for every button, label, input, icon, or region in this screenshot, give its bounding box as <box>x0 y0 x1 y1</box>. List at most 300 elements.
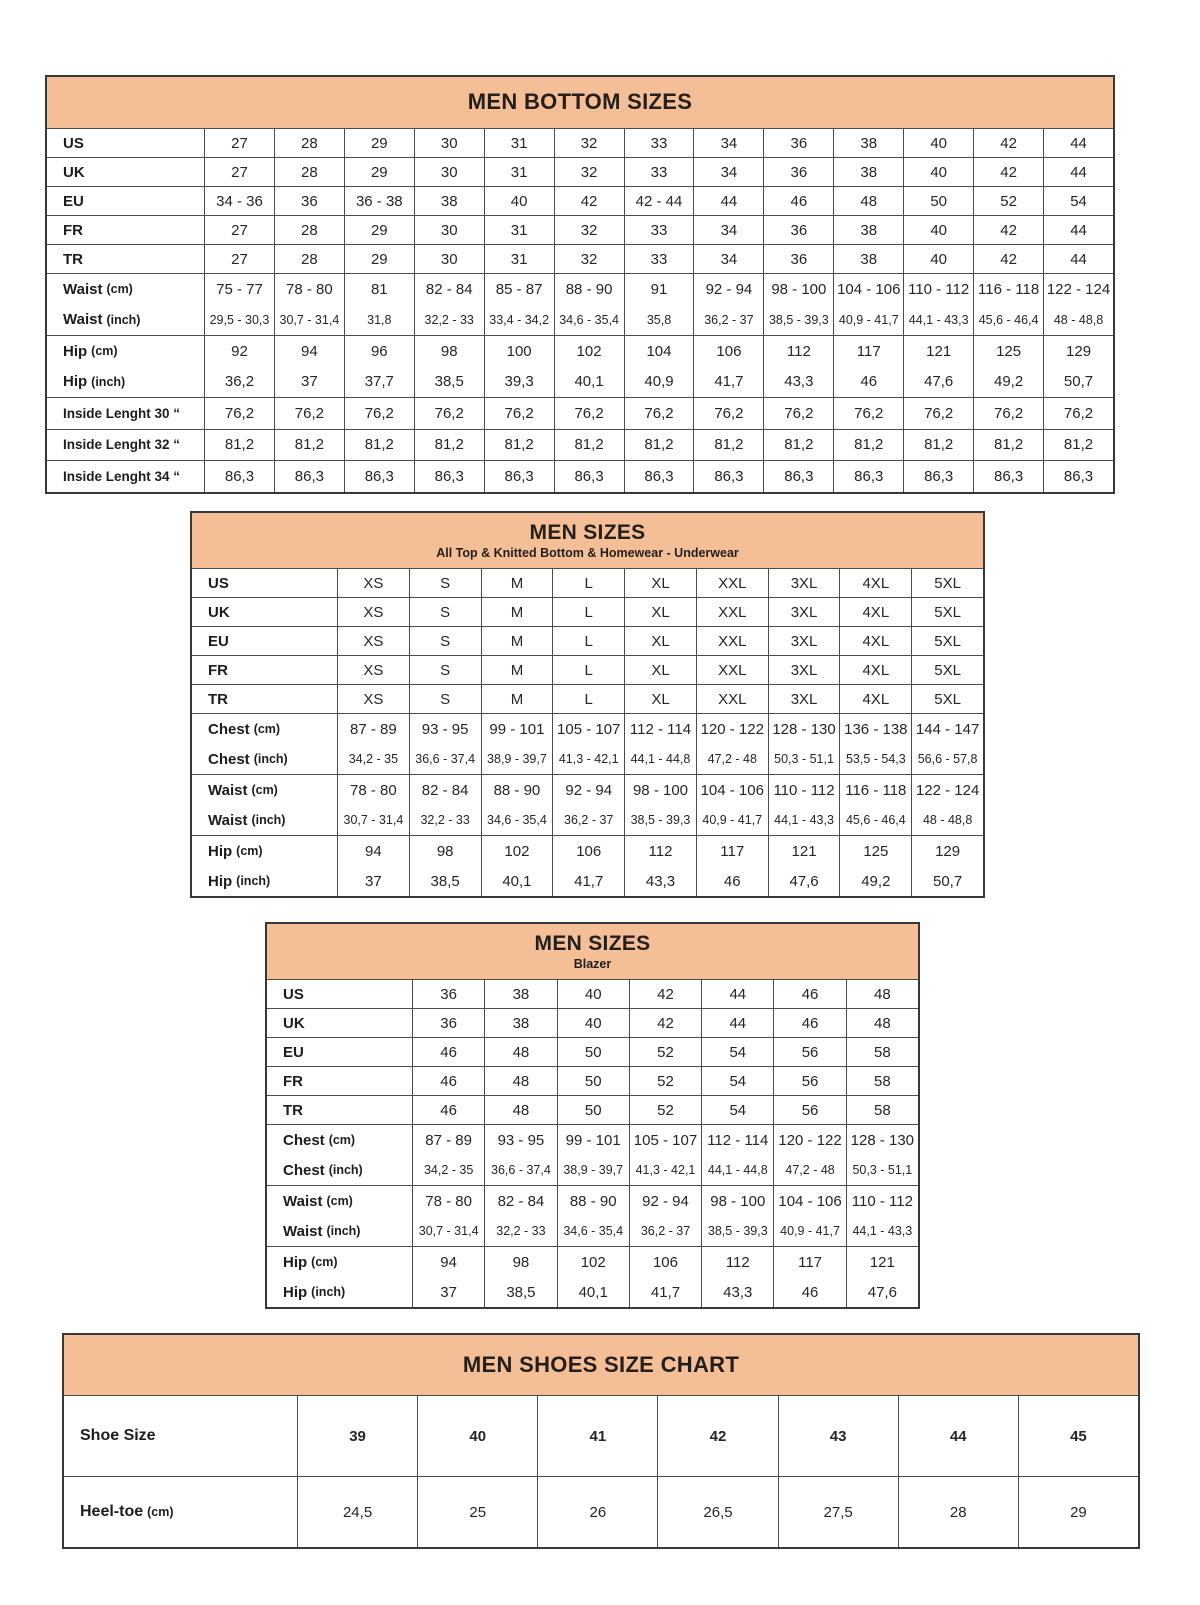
table-cell: 112 - 114 <box>624 714 696 744</box>
table-cell: 28 <box>898 1477 1018 1547</box>
row-label-text: FR <box>63 221 83 239</box>
row-label-text: Chest <box>283 1131 325 1149</box>
table-cell: 56 <box>773 1096 845 1124</box>
row-label <box>47 398 204 429</box>
table-cell: L <box>552 598 624 626</box>
table-cell: 4XL <box>839 685 911 713</box>
table-section <box>192 835 983 896</box>
table-cell: 86,3 <box>554 461 624 492</box>
row-label <box>64 1396 297 1476</box>
table-cell: 48 - 48,8 <box>1043 305 1113 336</box>
table-cell: 86,3 <box>903 461 973 492</box>
table-cell: 49,2 <box>839 866 911 896</box>
table-cell: 76,2 <box>414 398 484 429</box>
table-cell: 44,1 - 44,8 <box>701 1155 773 1185</box>
table-cell: XL <box>624 627 696 655</box>
row-label-unit: (cm) <box>328 1133 356 1147</box>
table-cell: 112 <box>624 836 696 866</box>
table-cell: 27 <box>204 245 274 273</box>
row-label-text: US <box>63 134 84 152</box>
table-cell: 42 <box>973 158 1043 186</box>
table-cell: 39,3 <box>484 367 554 398</box>
table-cell: 116 - 118 <box>973 274 1043 305</box>
table-cell: 76,2 <box>693 398 763 429</box>
table-cell: 40 <box>557 980 629 1008</box>
table-cell: 81,2 <box>414 430 484 461</box>
table-cell: 82 - 84 <box>484 1186 556 1216</box>
table-cell: 38,5 <box>409 866 481 896</box>
table-section <box>192 597 983 626</box>
table-cell: 47,2 - 48 <box>773 1155 845 1185</box>
table-cell: 58 <box>846 1096 918 1124</box>
table-cell: 41,7 <box>552 866 624 896</box>
table-cell: 42 <box>629 1009 701 1037</box>
table-cell: 98 - 100 <box>763 274 833 305</box>
row-label <box>267 1067 412 1095</box>
table-cell: 50,7 <box>1043 367 1113 398</box>
row-label-text: TR <box>63 250 83 268</box>
table-cell: 28 <box>274 158 344 186</box>
table-cell: 36 <box>763 158 833 186</box>
table-row <box>47 305 1113 336</box>
table-section <box>267 1066 918 1095</box>
row-label <box>47 187 204 215</box>
table-row <box>192 627 983 655</box>
table-cell: 40,9 <box>624 367 694 398</box>
row-label-text: Heel-toe <box>80 1503 144 1520</box>
table-cell: 44 <box>1043 129 1113 157</box>
table-cell: 33,4 - 34,2 <box>484 305 554 336</box>
table-cell: 41,3 - 42,1 <box>552 744 624 774</box>
row-label-text: FR <box>208 661 228 679</box>
table-cell: 81,2 <box>1043 430 1113 461</box>
table-cell: 99 - 101 <box>557 1125 629 1155</box>
table-cell: 104 - 106 <box>773 1186 845 1216</box>
table-section <box>47 335 1113 397</box>
table-cell: 104 <box>624 336 694 367</box>
table-cell: 31,8 <box>344 305 414 336</box>
table-row <box>192 569 983 597</box>
row-label <box>192 805 337 835</box>
table-cell: 37 <box>337 866 409 896</box>
table-cell: 104 - 106 <box>696 775 768 805</box>
row-label-text: FR <box>283 1072 303 1090</box>
table-cell: 34 <box>693 245 763 273</box>
table-cell: 44 <box>693 187 763 215</box>
table-cell: 33 <box>624 216 694 244</box>
row-label-unit: (inch) <box>91 374 126 389</box>
table-cell: 38,5 - 39,3 <box>763 305 833 336</box>
table-cell: 56 <box>773 1038 845 1066</box>
table-cell: 34,6 - 35,4 <box>557 1216 629 1246</box>
table-cell: 106 <box>629 1247 701 1277</box>
table-cell: 34,6 - 35,4 <box>554 305 624 336</box>
table-cell: 4XL <box>839 569 911 597</box>
table-cell: 98 <box>484 1247 556 1277</box>
table-cell: 5XL <box>911 598 983 626</box>
table-cell: 42 <box>973 129 1043 157</box>
table-row <box>47 187 1113 215</box>
table-cell: 121 <box>846 1247 918 1277</box>
table-section <box>267 1185 918 1246</box>
table-cell: 93 - 95 <box>484 1125 556 1155</box>
table-cell: 54 <box>701 1096 773 1124</box>
row-label-unit: (cm) <box>147 1505 174 1519</box>
table-cell: 36 - 38 <box>344 187 414 215</box>
table-cell: 81,2 <box>833 430 903 461</box>
row-label-unit: (cm) <box>253 722 281 736</box>
table-cell: 78 - 80 <box>274 274 344 305</box>
table-cell: 81,2 <box>484 430 554 461</box>
table-cell: 44 <box>1043 216 1113 244</box>
table-cell: 86,3 <box>414 461 484 492</box>
table-cell: 121 <box>903 336 973 367</box>
table-cell: 29 <box>344 158 414 186</box>
table-cell: 102 <box>557 1247 629 1277</box>
table-row <box>267 1125 918 1155</box>
row-label-unit: (cm) <box>91 344 118 359</box>
table-cell: 94 <box>337 836 409 866</box>
row-label-unit: (inch) <box>326 1224 361 1238</box>
table-cell: 112 <box>763 336 833 367</box>
table-cell: 43 <box>778 1396 898 1476</box>
table-cell: 88 - 90 <box>481 775 553 805</box>
table-row <box>192 805 983 835</box>
table-cell: 48 - 48,8 <box>911 805 983 835</box>
table-cell: 32,2 - 33 <box>484 1216 556 1246</box>
table-cell: XS <box>337 569 409 597</box>
table-cell: 25 <box>417 1477 537 1547</box>
table-cell: 117 <box>833 336 903 367</box>
table-cell: 46 <box>412 1067 484 1095</box>
row-label-text: Hip <box>208 872 233 890</box>
row-label-text: US <box>208 574 229 592</box>
table-section <box>47 429 1113 461</box>
table-cell: 105 - 107 <box>629 1125 701 1155</box>
table-cell: 30 <box>414 129 484 157</box>
row-label-unit: (cm) <box>106 282 133 297</box>
table-cell: 96 <box>344 336 414 367</box>
table-cell: 78 - 80 <box>337 775 409 805</box>
table-cell: 41 <box>537 1396 657 1476</box>
table-cell: 40 <box>903 158 973 186</box>
table-cell: 3XL <box>768 685 840 713</box>
row-label <box>192 836 337 866</box>
table-cell: 36,2 - 37 <box>693 305 763 336</box>
table-cell: 112 - 114 <box>701 1125 773 1155</box>
table-cell: 42 <box>973 245 1043 273</box>
table-row <box>192 775 983 805</box>
table-cell: 48 <box>484 1096 556 1124</box>
table-cell: 110 - 112 <box>903 274 973 305</box>
table-cell: 117 <box>773 1247 845 1277</box>
table-cell: 43,3 <box>701 1277 773 1307</box>
row-label <box>267 1038 412 1066</box>
row-label <box>47 430 204 461</box>
table-section <box>47 397 1113 429</box>
table-cell: 81,2 <box>973 430 1043 461</box>
row-label <box>267 1125 412 1155</box>
table-cell: 31 <box>484 245 554 273</box>
row-label <box>47 274 204 305</box>
table-cell: 43,3 <box>763 367 833 398</box>
table-row <box>47 367 1113 398</box>
table-cell: 33 <box>624 245 694 273</box>
table-cell: 27,5 <box>778 1477 898 1547</box>
table-cell: 28 <box>274 216 344 244</box>
table-cell: 48 <box>833 187 903 215</box>
row-label <box>192 775 337 805</box>
table-cell: 82 - 84 <box>414 274 484 305</box>
table-cell: XS <box>337 656 409 684</box>
row-label-unit: (cm) <box>236 844 263 858</box>
table-cell: 3XL <box>768 627 840 655</box>
table-cell: 5XL <box>911 656 983 684</box>
table-cell: 5XL <box>911 569 983 597</box>
table-cell: 53,5 - 54,3 <box>839 744 911 774</box>
table-cell: 81,2 <box>554 430 624 461</box>
row-label <box>267 1186 412 1216</box>
table-cell: 34,2 - 35 <box>337 744 409 774</box>
table-cell: 86,3 <box>274 461 344 492</box>
table-cell: 50 <box>903 187 973 215</box>
table-cell: 40,1 <box>481 866 553 896</box>
table-cell: 58 <box>846 1038 918 1066</box>
table-cell: 76,2 <box>833 398 903 429</box>
row-label-text: Waist <box>63 280 103 298</box>
table-title: MEN SHOES SIZE CHART <box>462 1351 740 1377</box>
table-cell: 92 - 94 <box>629 1186 701 1216</box>
table-cell: 54 <box>701 1038 773 1066</box>
table-cell: M <box>481 627 553 655</box>
table-cell: 47,6 <box>846 1277 918 1307</box>
table-cell: 56,6 - 57,8 <box>911 744 983 774</box>
table-cell: 121 <box>768 836 840 866</box>
table-cell: 78 - 80 <box>412 1186 484 1216</box>
table-section <box>47 273 1113 335</box>
table-cell: 46 <box>412 1096 484 1124</box>
table-cell: 38 <box>484 1009 556 1037</box>
table-cell: 46 <box>412 1038 484 1066</box>
table-cell: 144 - 147 <box>911 714 983 744</box>
table-cell: 86,3 <box>833 461 903 492</box>
table-row <box>47 158 1113 186</box>
table-cell: 92 - 94 <box>693 274 763 305</box>
table-cell: 76,2 <box>1043 398 1113 429</box>
table-section <box>267 1037 918 1066</box>
table-section <box>192 626 983 655</box>
table-row <box>47 430 1113 461</box>
table-cell: 36 <box>763 129 833 157</box>
table-section <box>192 655 983 684</box>
table-cell: 76,2 <box>274 398 344 429</box>
row-label-text: Hip <box>283 1253 308 1271</box>
row-label-unit: (inch) <box>328 1163 363 1177</box>
table-row <box>267 1277 918 1307</box>
row-label <box>192 866 337 896</box>
table-section <box>267 980 918 1008</box>
table-cell: 39 <box>297 1396 417 1476</box>
table-cell: 42 <box>973 216 1043 244</box>
table-cell: 99 - 101 <box>481 714 553 744</box>
row-label-unit: (cm) <box>251 783 278 797</box>
table-cell: 125 <box>839 836 911 866</box>
table-cell: 44,1 - 44,8 <box>624 744 696 774</box>
row-label-text: UK <box>283 1014 305 1032</box>
row-label-text: EU <box>208 632 229 650</box>
table-cell: 46 <box>773 1009 845 1037</box>
row-label <box>192 685 337 713</box>
row-label-text: Inside Lenght 32 “ <box>63 437 181 453</box>
men-sizes-tops-table <box>190 511 985 898</box>
table-cell: 41,3 - 42,1 <box>629 1155 701 1185</box>
row-label-text: Waist <box>208 811 248 829</box>
table-cell: 105 - 107 <box>552 714 624 744</box>
table-cell: XL <box>624 685 696 713</box>
table-cell: 58 <box>846 1067 918 1095</box>
row-label-text: Hip <box>63 342 88 360</box>
table-section <box>192 569 983 597</box>
table-row <box>267 1038 918 1066</box>
table-cell: XS <box>337 598 409 626</box>
table-cell: 36,6 - 37,4 <box>484 1155 556 1185</box>
table-cell: 3XL <box>768 656 840 684</box>
table-section <box>192 774 983 835</box>
row-label-unit: (inch) <box>236 874 271 888</box>
table-cell: 38,5 - 39,3 <box>624 805 696 835</box>
table-cell: 81 <box>344 274 414 305</box>
row-label-unit: (inch) <box>251 813 286 827</box>
table-section <box>47 129 1113 157</box>
table-cell: L <box>552 627 624 655</box>
table-cell: 36,2 - 37 <box>552 805 624 835</box>
table-cell: 30 <box>414 245 484 273</box>
table-cell: 32 <box>554 216 624 244</box>
table-cell: 36 <box>274 187 344 215</box>
table-cell: 36 <box>763 216 833 244</box>
row-label-unit: (inch) <box>106 312 141 327</box>
table-cell: 46 <box>696 866 768 896</box>
table-cell: 86,3 <box>763 461 833 492</box>
row-label <box>267 980 412 1008</box>
table-cell: 92 - 94 <box>552 775 624 805</box>
table-row <box>192 836 983 866</box>
table-cell: 86,3 <box>484 461 554 492</box>
row-label-text: EU <box>63 192 84 210</box>
table-cell: 29 <box>1018 1477 1138 1547</box>
table-cell: 81,2 <box>344 430 414 461</box>
table-cell: 47,6 <box>903 367 973 398</box>
table-cell: 44 <box>1043 245 1113 273</box>
table-cell: 34 <box>693 158 763 186</box>
table-cell: XXL <box>696 569 768 597</box>
table-row <box>267 1009 918 1037</box>
table-cell: 38,9 - 39,7 <box>481 744 553 774</box>
table-row <box>47 216 1113 244</box>
table-cell: 36 <box>412 1009 484 1037</box>
table-title: MEN SIZES <box>529 521 646 545</box>
table-cell: 120 - 122 <box>696 714 768 744</box>
table-cell: 34 <box>693 129 763 157</box>
table-row <box>192 866 983 896</box>
table-cell: 76,2 <box>554 398 624 429</box>
row-label-text: Chest <box>208 720 250 738</box>
table-cell: 102 <box>554 336 624 367</box>
table-cell: 37 <box>274 367 344 398</box>
table-cell: 112 <box>701 1247 773 1277</box>
row-label-text: UK <box>208 603 230 621</box>
table-section <box>267 1008 918 1037</box>
table-header <box>47 77 1113 129</box>
table-row <box>267 1096 918 1124</box>
row-label-text: Waist <box>63 311 103 329</box>
table-cell: 38 <box>484 980 556 1008</box>
table-section <box>267 1124 918 1185</box>
table-row <box>267 1155 918 1185</box>
row-label-text: Chest <box>283 1161 325 1179</box>
table-cell: 52 <box>629 1067 701 1095</box>
table-header <box>192 513 983 569</box>
table-cell: 86,3 <box>204 461 274 492</box>
table-cell: XL <box>624 656 696 684</box>
table-row <box>47 245 1113 273</box>
table-cell: 29 <box>344 129 414 157</box>
table-cell: 50,3 - 51,1 <box>768 744 840 774</box>
table-cell: 38 <box>833 216 903 244</box>
table-cell: 29 <box>344 216 414 244</box>
table-cell: 75 - 77 <box>204 274 274 305</box>
table-subtitle: All Top & Knitted Bottom & Homewear - Underwear <box>436 545 739 560</box>
table-row <box>192 656 983 684</box>
table-cell: 98 - 100 <box>624 775 696 805</box>
table-row <box>267 1216 918 1246</box>
table-cell: 91 <box>624 274 694 305</box>
table-cell: 44,1 - 43,3 <box>768 805 840 835</box>
table-cell: 40,9 - 41,7 <box>773 1216 845 1246</box>
table-header <box>64 1335 1138 1396</box>
table-cell: 4XL <box>839 598 911 626</box>
table-cell: 94 <box>412 1247 484 1277</box>
table-cell: 38 <box>833 158 903 186</box>
table-cell: 24,5 <box>297 1477 417 1547</box>
row-label <box>47 336 204 367</box>
row-label-text: Shoe Size <box>80 1427 156 1444</box>
table-cell: 47,6 <box>768 866 840 896</box>
table-cell: 86,3 <box>1043 461 1113 492</box>
row-label-text: Waist <box>283 1192 323 1210</box>
table-cell: 88 - 90 <box>557 1186 629 1216</box>
table-cell: 36 <box>412 980 484 1008</box>
table-cell: 100 <box>484 336 554 367</box>
row-label <box>192 714 337 744</box>
table-cell: 28 <box>274 245 344 273</box>
table-row <box>192 598 983 626</box>
table-cell: 110 - 112 <box>846 1186 918 1216</box>
row-label <box>267 1155 412 1185</box>
table-cell: 43,3 <box>624 866 696 896</box>
row-label <box>47 367 204 398</box>
table-cell: 128 - 130 <box>768 714 840 744</box>
table-cell: 36,6 - 37,4 <box>409 744 481 774</box>
table-cell: XXL <box>696 627 768 655</box>
table-cell: 38,5 <box>414 367 484 398</box>
table-cell: L <box>552 685 624 713</box>
row-label <box>192 569 337 597</box>
table-cell: M <box>481 598 553 626</box>
row-label <box>47 216 204 244</box>
table-cell: 46 <box>833 367 903 398</box>
table-cell: 34,2 - 35 <box>412 1155 484 1185</box>
